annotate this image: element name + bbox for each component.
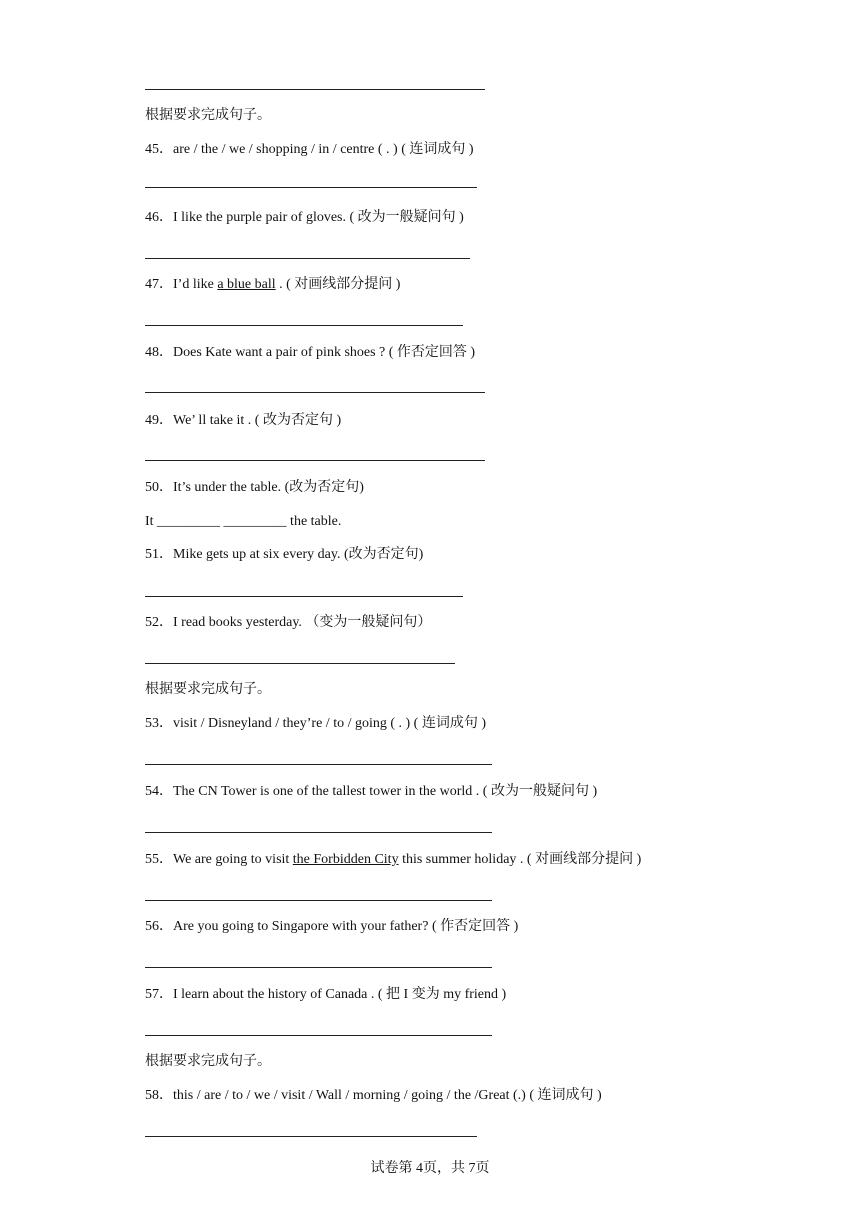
answer-line: [145, 663, 455, 664]
section-heading: 根据要求完成句子。: [145, 682, 271, 697]
question-45: 45．are / the / we / shopping / in / centre ( . ) ( 连词成句 ): [145, 142, 474, 157]
answer-line: [145, 967, 492, 968]
question-49: 49．We’ ll take it . ( 改为否定句 ): [145, 413, 342, 428]
question-51: 51．Mike gets up at six every day. (改为否定句): [145, 547, 424, 562]
question-52: 52．I read books yesterday. （变为一般疑问句）: [145, 615, 432, 630]
answer-line: [145, 1136, 477, 1137]
question-55-instruction: this summer holiday . ( 对画线部分提问 ): [398, 852, 642, 867]
question-47-instruction: . ( 对画线部分提问 ): [275, 277, 401, 292]
question-55: [145, 850, 641, 870]
answer-line: [145, 764, 492, 765]
answer-line: [145, 596, 463, 597]
question-57: 57．I learn about the history of Canada . ( 把 I 变为 my friend ): [145, 987, 507, 1002]
question-53: 53．visit / Disneyland / they’re / to / going ( . ) ( 连词成句 ): [145, 716, 487, 731]
answer-line: [145, 1035, 492, 1036]
question-46: 46．I like the purple pair of gloves. ( 改为一般疑问句 ): [145, 210, 464, 225]
question-58: 58．this / are / to / we / visit / Wall / morning / going / the /Great (.) ( 连词成句 ): [145, 1088, 602, 1103]
answer-line: [145, 187, 477, 188]
question-47: [145, 275, 400, 295]
question-47-text: 47．I’d like: [145, 277, 218, 292]
answer-line: [145, 900, 492, 901]
question-54: 54．The CN Tower is one of the tallest tower in the world . ( 改为一般疑问句 ): [145, 784, 598, 799]
page-footer: 试卷第 4页，共 7页: [370, 1161, 490, 1176]
question-56: 56．Are you going to Singapore with your father? ( 作否定回答 ): [145, 919, 519, 934]
answer-line: [145, 460, 485, 461]
answer-line: [145, 325, 463, 326]
answer-line: [145, 832, 492, 833]
question-50-answer: It _________ _________ the table.: [145, 514, 342, 529]
question-55-text: 55．We are going to visit: [145, 852, 293, 867]
question-48: 48．Does Kate want a pair of pink shoes ? ( 作否定回答 ): [145, 345, 476, 360]
underlined-phrase: a blue ball: [217, 277, 276, 292]
answer-line: [145, 392, 485, 393]
section-heading: 根据要求完成句子。: [145, 1054, 271, 1069]
underlined-phrase: the Forbidden City: [292, 852, 399, 867]
section-heading: 根据要求完成句子。: [145, 108, 271, 123]
answer-line: [145, 89, 485, 90]
question-50: 50．It’s under the table. (改为否定句): [145, 480, 364, 495]
answer-line: [145, 258, 470, 259]
